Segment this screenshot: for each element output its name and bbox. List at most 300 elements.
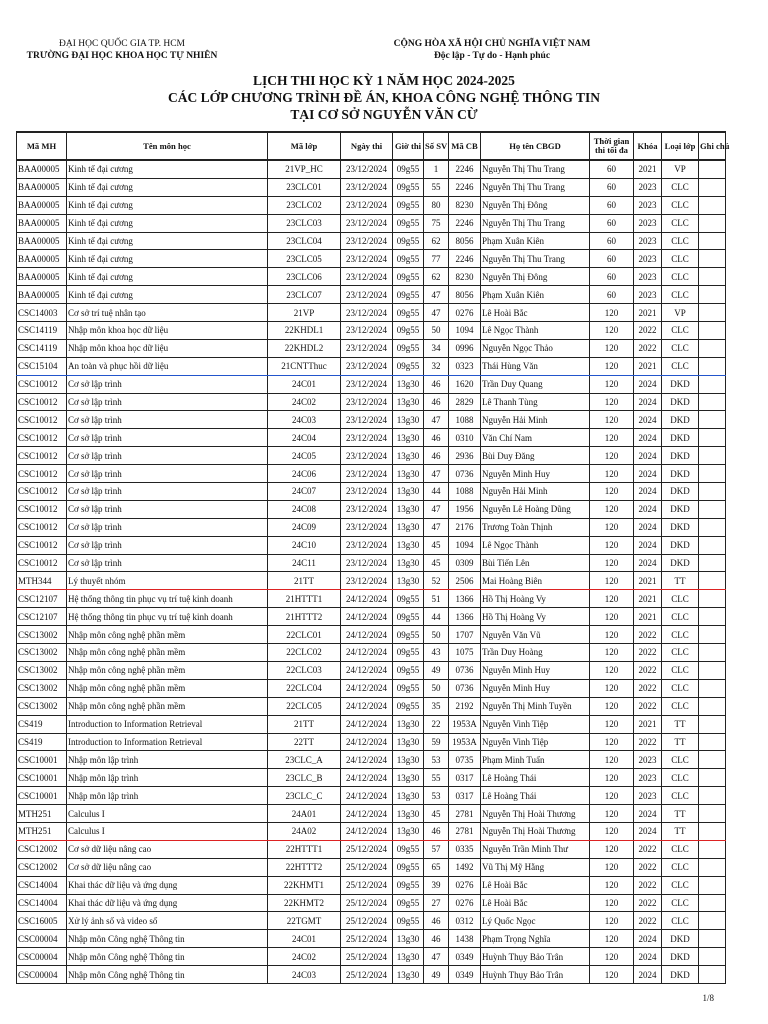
cell-cohort: 2022: [634, 697, 662, 715]
cell-class-code: 22CLC01: [268, 626, 341, 644]
cell-course-name: Kinh tế đại cương: [67, 160, 268, 178]
cell-class-type: VP: [662, 304, 699, 322]
cell-exam-time: 09g55: [393, 250, 424, 268]
cell-student-count: 53: [424, 751, 449, 769]
col-header-class-code: Mã lớp: [268, 132, 341, 160]
cell-exam-date: 24/12/2024: [341, 626, 393, 644]
cell-max-duration: 120: [590, 697, 634, 715]
cell-student-count: 39: [424, 876, 449, 894]
table-row: [17, 966, 726, 984]
cell-exam-date: 24/12/2024: [341, 769, 393, 787]
cell-exam-date: 23/12/2024: [341, 178, 393, 196]
table-row: [17, 948, 726, 966]
cell-class-code: 22KHDL1: [268, 322, 341, 340]
cell-lecturer-name: Hồ Thị Hoàng Vy: [481, 608, 590, 626]
cell-lecturer-code: 0312: [449, 912, 481, 930]
cell-class-type: CLC: [662, 268, 699, 286]
cell-lecturer-name: Nguyễn Thị Hoài Thương: [481, 822, 590, 840]
cell-course-code: CSC13002: [17, 644, 67, 662]
university-name: ĐẠI HỌC QUỐC GIA TP. HCM: [59, 39, 185, 49]
cell-max-duration: 120: [590, 447, 634, 465]
col-header-notes: Ghi chú: [699, 132, 726, 160]
cell-lecturer-code: 2506: [449, 572, 481, 590]
cell-class-type: CLC: [662, 894, 699, 912]
cell-lecturer-code: 8056: [449, 286, 481, 304]
cell-class-code: 22TT: [268, 733, 341, 751]
cell-student-count: 52: [424, 572, 449, 590]
cell-class-type: CLC: [662, 912, 699, 930]
col-header-course-code: Mã MH: [17, 132, 67, 160]
cell-lecturer-name: Nguyễn Vinh Tiệp: [481, 715, 590, 733]
cell-lecturer-name: Nguyễn Ngọc Thảo: [481, 339, 590, 357]
cell-course-name: Khai thác dữ liệu và ứng dụng: [67, 876, 268, 894]
cell-class-type: CLC: [662, 214, 699, 232]
cell-exam-time: 13g30: [393, 787, 424, 805]
cell-lecturer-name: Nguyễn Văn Vũ: [481, 626, 590, 644]
cell-lecturer-code: 1953A: [449, 715, 481, 733]
cell-exam-date: 25/12/2024: [341, 840, 393, 858]
cell-notes: [699, 447, 726, 465]
cell-exam-time: 13g30: [393, 715, 424, 733]
cell-max-duration: 60: [590, 250, 634, 268]
cell-class-code: 22HTTT2: [268, 858, 341, 876]
cell-max-duration: 120: [590, 840, 634, 858]
cell-max-duration: 120: [590, 357, 634, 375]
cell-exam-date: 23/12/2024: [341, 518, 393, 536]
cell-lecturer-code: 0335: [449, 840, 481, 858]
cell-max-duration: 120: [590, 733, 634, 751]
cell-lecturer-name: Nguyễn Lê Hoàng Dũng: [481, 500, 590, 518]
cell-course-name: Calculus I: [67, 805, 268, 823]
cell-class-code: 23CLC_C: [268, 787, 341, 805]
cell-exam-date: 23/12/2024: [341, 286, 393, 304]
cell-notes: [699, 160, 726, 178]
cell-lecturer-name: Lê Hoàng Thái: [481, 769, 590, 787]
cell-student-count: 1: [424, 160, 449, 178]
cell-lecturer-name: Nguyễn Thị Thu Trang: [481, 250, 590, 268]
cell-exam-date: 25/12/2024: [341, 912, 393, 930]
cell-lecturer-code: 0735: [449, 751, 481, 769]
cell-exam-time: 09g55: [393, 894, 424, 912]
cell-class-type: CLC: [662, 339, 699, 357]
cell-course-code: BAA00005: [17, 250, 67, 268]
cell-course-name: Kinh tế đại cương: [67, 214, 268, 232]
cell-max-duration: 120: [590, 912, 634, 930]
cell-exam-time: 09g55: [393, 644, 424, 662]
cell-exam-date: 24/12/2024: [341, 751, 393, 769]
col-header-lecturer-name: Họ tên CBGD: [481, 132, 590, 160]
cell-course-code: CSC12002: [17, 840, 67, 858]
cell-exam-date: 23/12/2024: [341, 572, 393, 590]
table-row: [17, 805, 726, 823]
cell-exam-time: 09g55: [393, 357, 424, 375]
cell-class-type: CLC: [662, 787, 699, 805]
cell-class-code: 24A02: [268, 822, 341, 840]
cell-class-code: 23CLC_A: [268, 751, 341, 769]
cell-exam-date: 23/12/2024: [341, 411, 393, 429]
cell-notes: [699, 715, 726, 733]
table-row: [17, 751, 726, 769]
cell-exam-date: 23/12/2024: [341, 447, 393, 465]
cell-exam-date: 25/12/2024: [341, 894, 393, 912]
cell-class-code: 22KHMT1: [268, 876, 341, 894]
cell-class-type: DKD: [662, 554, 699, 572]
cell-exam-date: 25/12/2024: [341, 966, 393, 984]
cell-cohort: 2024: [634, 518, 662, 536]
cell-course-name: Introduction to Information Retrieval: [67, 733, 268, 751]
cell-student-count: 77: [424, 250, 449, 268]
table-header-row: [17, 132, 726, 160]
cell-notes: [699, 178, 726, 196]
cell-lecturer-code: 2192: [449, 697, 481, 715]
cell-class-type: CLC: [662, 769, 699, 787]
cell-course-code: CSC13002: [17, 626, 67, 644]
cell-notes: [699, 733, 726, 751]
cell-student-count: 46: [424, 429, 449, 447]
cell-class-code: 24C08: [268, 500, 341, 518]
cell-notes: [699, 751, 726, 769]
cell-notes: [699, 304, 726, 322]
table-row: [17, 679, 726, 697]
cell-lecturer-name: Nguyễn Thị Minh Tuyền: [481, 697, 590, 715]
cell-cohort: 2024: [634, 930, 662, 948]
cell-cohort: 2021: [634, 572, 662, 590]
cell-class-code: 23CLC01: [268, 178, 341, 196]
cell-course-name: Calculus I: [67, 822, 268, 840]
cell-lecturer-code: 1366: [449, 608, 481, 626]
col-header-exam-date: Ngày thi: [341, 132, 393, 160]
cell-max-duration: 60: [590, 196, 634, 214]
cell-notes: [699, 948, 726, 966]
cell-lecturer-name: Bùi Tiến Lên: [481, 554, 590, 572]
cell-exam-date: 25/12/2024: [341, 876, 393, 894]
col-header-course-name: Tên môn học: [67, 132, 268, 160]
cell-notes: [699, 840, 726, 858]
cell-cohort: 2023: [634, 214, 662, 232]
cell-exam-time: 09g55: [393, 286, 424, 304]
cell-class-type: VP: [662, 160, 699, 178]
cell-exam-time: 09g55: [393, 178, 424, 196]
cell-course-code: BAA00005: [17, 196, 67, 214]
table-row: [17, 429, 726, 447]
cell-class-type: CLC: [662, 751, 699, 769]
cell-notes: [699, 357, 726, 375]
cell-notes: [699, 769, 726, 787]
cell-cohort: 2024: [634, 465, 662, 483]
cell-student-count: 44: [424, 608, 449, 626]
cell-course-code: CSC10012: [17, 393, 67, 411]
table-row: [17, 447, 726, 465]
cell-exam-date: 25/12/2024: [341, 948, 393, 966]
cell-course-name: Cơ sở lập trình: [67, 500, 268, 518]
cell-notes: [699, 876, 726, 894]
cell-cohort: 2021: [634, 590, 662, 608]
cell-exam-date: 25/12/2024: [341, 858, 393, 876]
table-body: [17, 160, 726, 983]
cell-class-type: CLC: [662, 178, 699, 196]
table-row: [17, 608, 726, 626]
cell-lecturer-name: Trương Toàn Thịnh: [481, 518, 590, 536]
cell-course-name: Kinh tế đại cương: [67, 268, 268, 286]
cell-class-type: DKD: [662, 447, 699, 465]
cell-exam-date: 24/12/2024: [341, 733, 393, 751]
cell-max-duration: 120: [590, 894, 634, 912]
table-row: [17, 160, 726, 178]
cell-cohort: 2024: [634, 966, 662, 984]
cell-course-name: Cơ sở lập trình: [67, 554, 268, 572]
cell-cohort: 2022: [634, 644, 662, 662]
cell-student-count: 47: [424, 500, 449, 518]
cell-lecturer-name: Huỳnh Thụy Bảo Trân: [481, 948, 590, 966]
cell-notes: [699, 572, 726, 590]
cell-notes: [699, 393, 726, 411]
cell-max-duration: 120: [590, 644, 634, 662]
cell-student-count: 34: [424, 339, 449, 357]
cell-course-name: Cơ sở lập trình: [67, 483, 268, 501]
cell-max-duration: 120: [590, 572, 634, 590]
cell-notes: [699, 912, 726, 930]
cell-lecturer-code: 0276: [449, 304, 481, 322]
cell-exam-time: 09g55: [393, 232, 424, 250]
cell-exam-date: 23/12/2024: [341, 429, 393, 447]
title-line-2: CÁC LỚP CHƯƠNG TRÌNH ĐỀ ÁN, KHOA CÔNG NGHỆ THÔNG TIN: [168, 90, 600, 105]
cell-max-duration: 120: [590, 769, 634, 787]
cell-max-duration: 120: [590, 930, 634, 948]
cell-exam-time: 13g30: [393, 930, 424, 948]
cell-lecturer-code: 0996: [449, 339, 481, 357]
cell-notes: [699, 590, 726, 608]
cell-course-code: CSC12107: [17, 608, 67, 626]
cell-course-code: CSC14004: [17, 876, 67, 894]
cell-notes: [699, 429, 726, 447]
table-row: [17, 232, 726, 250]
cell-lecturer-code: 0310: [449, 429, 481, 447]
faculty-name: TRƯỜNG ĐẠI HỌC KHOA HỌC TỰ NHIÊN: [26, 51, 218, 61]
cell-course-name: Nhập môn Công nghệ Thông tin: [67, 930, 268, 948]
cell-lecturer-name: Nguyễn Minh Huy: [481, 679, 590, 697]
cell-exam-date: 23/12/2024: [341, 465, 393, 483]
cell-class-type: CLC: [662, 697, 699, 715]
motto: Độc lập - Tự do - Hạnh phúc: [433, 51, 551, 61]
cell-lecturer-name: Lê Hoài Bắc: [481, 876, 590, 894]
col-header-max-duration: Thời gian thi tối đa: [590, 132, 634, 160]
cell-student-count: 45: [424, 536, 449, 554]
cell-class-type: TT: [662, 715, 699, 733]
cell-exam-time: 13g30: [393, 393, 424, 411]
cell-exam-time: 09g55: [393, 214, 424, 232]
header-right: [372, 38, 612, 62]
cell-max-duration: 120: [590, 966, 634, 984]
cell-lecturer-name: Trần Duy Hoàng: [481, 644, 590, 662]
cell-class-code: 23CLC_B: [268, 769, 341, 787]
cell-cohort: 2024: [634, 554, 662, 572]
cell-exam-date: 23/12/2024: [341, 214, 393, 232]
cell-lecturer-name: Nguyễn Thị Đông: [481, 268, 590, 286]
cell-max-duration: 120: [590, 787, 634, 805]
cell-cohort: 2022: [634, 661, 662, 679]
cell-student-count: 44: [424, 483, 449, 501]
cell-notes: [699, 679, 726, 697]
cell-lecturer-code: 8230: [449, 196, 481, 214]
cell-lecturer-code: 1438: [449, 930, 481, 948]
cell-class-type: CLC: [662, 286, 699, 304]
cell-class-code: 23CLC06: [268, 268, 341, 286]
cell-exam-time: 09g55: [393, 339, 424, 357]
exam-schedule-table: [16, 131, 730, 984]
cell-exam-date: 24/12/2024: [341, 715, 393, 733]
cell-student-count: 50: [424, 679, 449, 697]
cell-course-name: Cơ sở lập trình: [67, 536, 268, 554]
cell-course-name: Nhập môn công nghệ phần mềm: [67, 697, 268, 715]
cell-max-duration: 120: [590, 339, 634, 357]
cell-lecturer-code: 1707: [449, 626, 481, 644]
cell-exam-date: 24/12/2024: [341, 608, 393, 626]
cell-lecturer-code: 2246: [449, 178, 481, 196]
cell-notes: [699, 500, 726, 518]
table-row: [17, 733, 726, 751]
table-row: [17, 339, 726, 357]
cell-lecturer-name: Lê Hoàng Thái: [481, 787, 590, 805]
cell-max-duration: 120: [590, 536, 634, 554]
cell-class-code: 22KHMT2: [268, 894, 341, 912]
cell-lecturer-name: Lê Thanh Tùng: [481, 393, 590, 411]
cell-lecturer-code: 0317: [449, 787, 481, 805]
cell-class-code: 24C11: [268, 554, 341, 572]
cell-exam-time: 13g30: [393, 483, 424, 501]
cell-student-count: 51: [424, 590, 449, 608]
cell-class-type: DKD: [662, 500, 699, 518]
cell-lecturer-name: Nguyễn Hải Minh: [481, 483, 590, 501]
cell-lecturer-name: Văn Chí Nam: [481, 429, 590, 447]
cell-exam-date: 23/12/2024: [341, 322, 393, 340]
cell-course-code: CSC14004: [17, 894, 67, 912]
cell-notes: [699, 518, 726, 536]
cell-notes: [699, 322, 726, 340]
cell-course-code: CSC14119: [17, 322, 67, 340]
table-row: [17, 465, 726, 483]
cell-class-code: 23CLC07: [268, 286, 341, 304]
cell-exam-time: 09g55: [393, 590, 424, 608]
cell-cohort: 2023: [634, 286, 662, 304]
cell-course-code: BAA00005: [17, 232, 67, 250]
cell-lecturer-code: 2246: [449, 160, 481, 178]
cell-cohort: 2021: [634, 608, 662, 626]
cell-student-count: 65: [424, 858, 449, 876]
cell-exam-time: 09g55: [393, 679, 424, 697]
cell-course-name: Nhập môn công nghệ phần mềm: [67, 661, 268, 679]
cell-exam-time: 13g30: [393, 411, 424, 429]
cell-cohort: 2023: [634, 769, 662, 787]
cell-class-type: DKD: [662, 429, 699, 447]
cell-student-count: 59: [424, 733, 449, 751]
cell-class-type: TT: [662, 805, 699, 823]
cell-notes: [699, 608, 726, 626]
cell-class-code: 23CLC04: [268, 232, 341, 250]
cell-course-code: CSC10001: [17, 769, 67, 787]
table-row: [17, 787, 726, 805]
cell-course-code: CSC00004: [17, 948, 67, 966]
cell-notes: [699, 822, 726, 840]
cell-lecturer-code: 0736: [449, 465, 481, 483]
cell-student-count: 50: [424, 322, 449, 340]
cell-max-duration: 120: [590, 554, 634, 572]
cell-exam-date: 24/12/2024: [341, 644, 393, 662]
cell-course-name: Nhập môn công nghệ phần mềm: [67, 644, 268, 662]
cell-cohort: 2021: [634, 304, 662, 322]
cell-exam-time: 09g55: [393, 268, 424, 286]
cell-lecturer-name: Hồ Thị Hoàng Vy: [481, 590, 590, 608]
table-row: [17, 483, 726, 501]
cell-course-code: CSC00004: [17, 930, 67, 948]
cell-lecturer-name: Mai Hoàng Biên: [481, 572, 590, 590]
cell-class-type: TT: [662, 733, 699, 751]
cell-course-code: CSC10012: [17, 411, 67, 429]
cell-max-duration: 60: [590, 286, 634, 304]
cell-notes: [699, 644, 726, 662]
cell-class-code: 23CLC02: [268, 196, 341, 214]
table-row: [17, 286, 726, 304]
cell-course-name: Xử lý ảnh số và video số: [67, 912, 268, 930]
cell-lecturer-name: Huỳnh Thụy Bảo Trân: [481, 966, 590, 984]
cell-exam-date: 23/12/2024: [341, 483, 393, 501]
cell-class-type: DKD: [662, 483, 699, 501]
cell-notes: [699, 536, 726, 554]
cell-cohort: 2024: [634, 447, 662, 465]
cell-class-type: TT: [662, 822, 699, 840]
cell-lecturer-code: 2936: [449, 447, 481, 465]
cell-lecturer-name: Trần Duy Quang: [481, 375, 590, 393]
cell-class-type: DKD: [662, 930, 699, 948]
cell-student-count: 46: [424, 375, 449, 393]
cell-exam-date: 23/12/2024: [341, 250, 393, 268]
table-row: [17, 912, 726, 930]
cell-lecturer-code: 1088: [449, 483, 481, 501]
cell-exam-date: 25/12/2024: [341, 930, 393, 948]
cell-lecturer-code: 2829: [449, 393, 481, 411]
cell-course-code: CS419: [17, 733, 67, 751]
cell-course-name: Nhập môn Công nghệ Thông tin: [67, 966, 268, 984]
cell-course-name: Nhập môn khoa học dữ liệu: [67, 322, 268, 340]
table-row: [17, 876, 726, 894]
cell-max-duration: 120: [590, 822, 634, 840]
cell-lecturer-code: 0323: [449, 357, 481, 375]
cell-max-duration: 60: [590, 268, 634, 286]
table-row: [17, 572, 726, 590]
cell-student-count: 46: [424, 912, 449, 930]
cell-course-name: Nhập môn lập trình: [67, 787, 268, 805]
table-row: [17, 590, 726, 608]
table-row: [17, 322, 726, 340]
cell-exam-date: 24/12/2024: [341, 590, 393, 608]
cell-exam-date: 24/12/2024: [341, 679, 393, 697]
cell-student-count: 47: [424, 411, 449, 429]
header-left: [12, 38, 232, 62]
cell-cohort: 2021: [634, 357, 662, 375]
cell-course-code: CSC14003: [17, 304, 67, 322]
cell-course-name: Lý thuyết nhóm: [67, 572, 268, 590]
cell-exam-time: 13g30: [393, 805, 424, 823]
cell-student-count: 43: [424, 644, 449, 662]
cell-lecturer-code: 1094: [449, 322, 481, 340]
cell-course-code: MTH344: [17, 572, 67, 590]
table-row: [17, 840, 726, 858]
cell-notes: [699, 858, 726, 876]
table-row: [17, 715, 726, 733]
table-row: [17, 822, 726, 840]
cell-course-code: CSC10012: [17, 500, 67, 518]
cell-lecturer-name: Nguyễn Thị Hoài Thương: [481, 805, 590, 823]
cell-class-type: DKD: [662, 518, 699, 536]
